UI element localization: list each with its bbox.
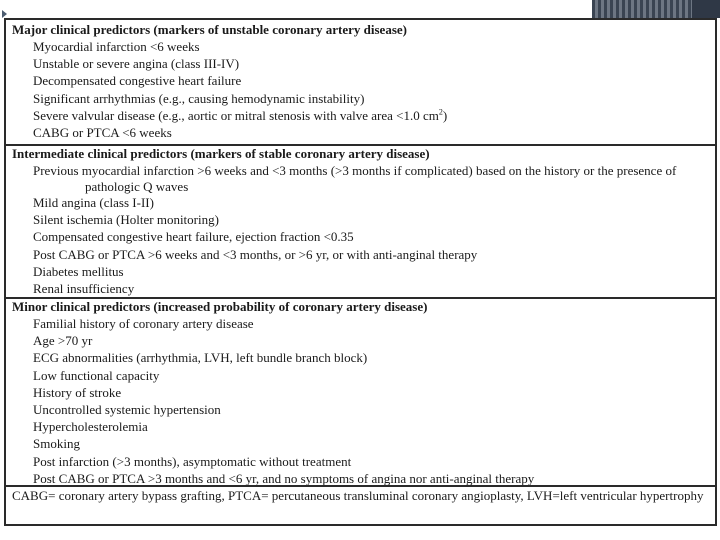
list-item: Post CABG or PTCA >3 months and <6 yr, and no symptoms of angina nor anti-anginal therapy — [33, 470, 535, 486]
list-item-text: Previous myocardial infarction >6 weeks and <3 months (>3 months if complicated) based on the history or the presence of — [33, 163, 677, 178]
list-item: Hypercholesterolemia — [33, 419, 148, 435]
footnote-section — [6, 485, 715, 504]
list-item: Renal insufficiency — [33, 280, 135, 296]
list-item: Age >70 yr — [33, 333, 93, 349]
clinical-predictors-table — [4, 18, 717, 526]
list-item: CABG or PTCA <6 weeks — [33, 124, 172, 140]
list-item: Uncontrolled systemic hypertension — [33, 401, 221, 417]
list-item: Decompensated congestive heart failure — [33, 73, 242, 89]
header-band — [0, 0, 592, 16]
list-item: ECG abnormalities (arrhythmia, LVH, left bundle branch block) — [33, 350, 368, 366]
header-dark-block — [692, 0, 720, 18]
list-item: Significant arrhythmias (e.g., causing hemodynamic instability) — [33, 90, 365, 106]
list-item-text: Severe valvular disease (e.g., aortic or mitral stenosis with valve area <1.0 cm — [33, 107, 439, 123]
slide-header-bar — [0, 0, 720, 18]
minor-title: Minor clinical predictors (increased probability of coronary artery disease) — [12, 299, 428, 314]
list-item: Smoking — [33, 436, 80, 452]
list-item: Diabetes mellitus — [33, 263, 124, 279]
major-title: Major clinical predictors (markers of unstable coronary artery disease) — [12, 22, 407, 37]
list-item — [12, 108, 715, 125]
list-item: Post infarction (>3 months), asymptomatic without treatment — [33, 453, 352, 469]
list-item: History of stroke — [33, 384, 122, 400]
list-item-continuation: pathologic Q waves — [85, 179, 189, 194]
list-item: Familial history of coronary artery disease — [33, 316, 254, 331]
list-item: Silent ischemia (Holter monitoring) — [33, 212, 219, 228]
bullet-arrow-icon — [2, 10, 7, 18]
list-item: Myocardial infarction <6 weeks — [33, 39, 200, 54]
intermediate-title: Intermediate clinical predictors (markers of stable coronary artery disease) — [12, 146, 430, 161]
list-item — [12, 163, 715, 195]
list-item-suffix: ) — [442, 107, 448, 123]
major-section — [6, 22, 715, 142]
list-item: Unstable or severe angina (class III-IV) — [33, 56, 240, 72]
list-item: Post CABG or PTCA >6 weeks and <3 months, or >6 yr, or with anti-anginal therapy — [33, 246, 478, 262]
intermediate-section — [6, 144, 715, 298]
list-item: Compensated congestive heart failure, ejection fraction <0.35 — [33, 229, 354, 245]
minor-section — [6, 297, 715, 488]
superscript: 2 — [438, 107, 443, 117]
list-item: Low functional capacity — [33, 367, 160, 383]
abbreviation-footnote: CABG= coronary artery bypass grafting, PTCA= percutaneous transluminal coronary angioplasty, LVH=left ventricular hypertrophy — [12, 488, 704, 503]
list-item: Mild angina (class I-II) — [33, 195, 154, 210]
